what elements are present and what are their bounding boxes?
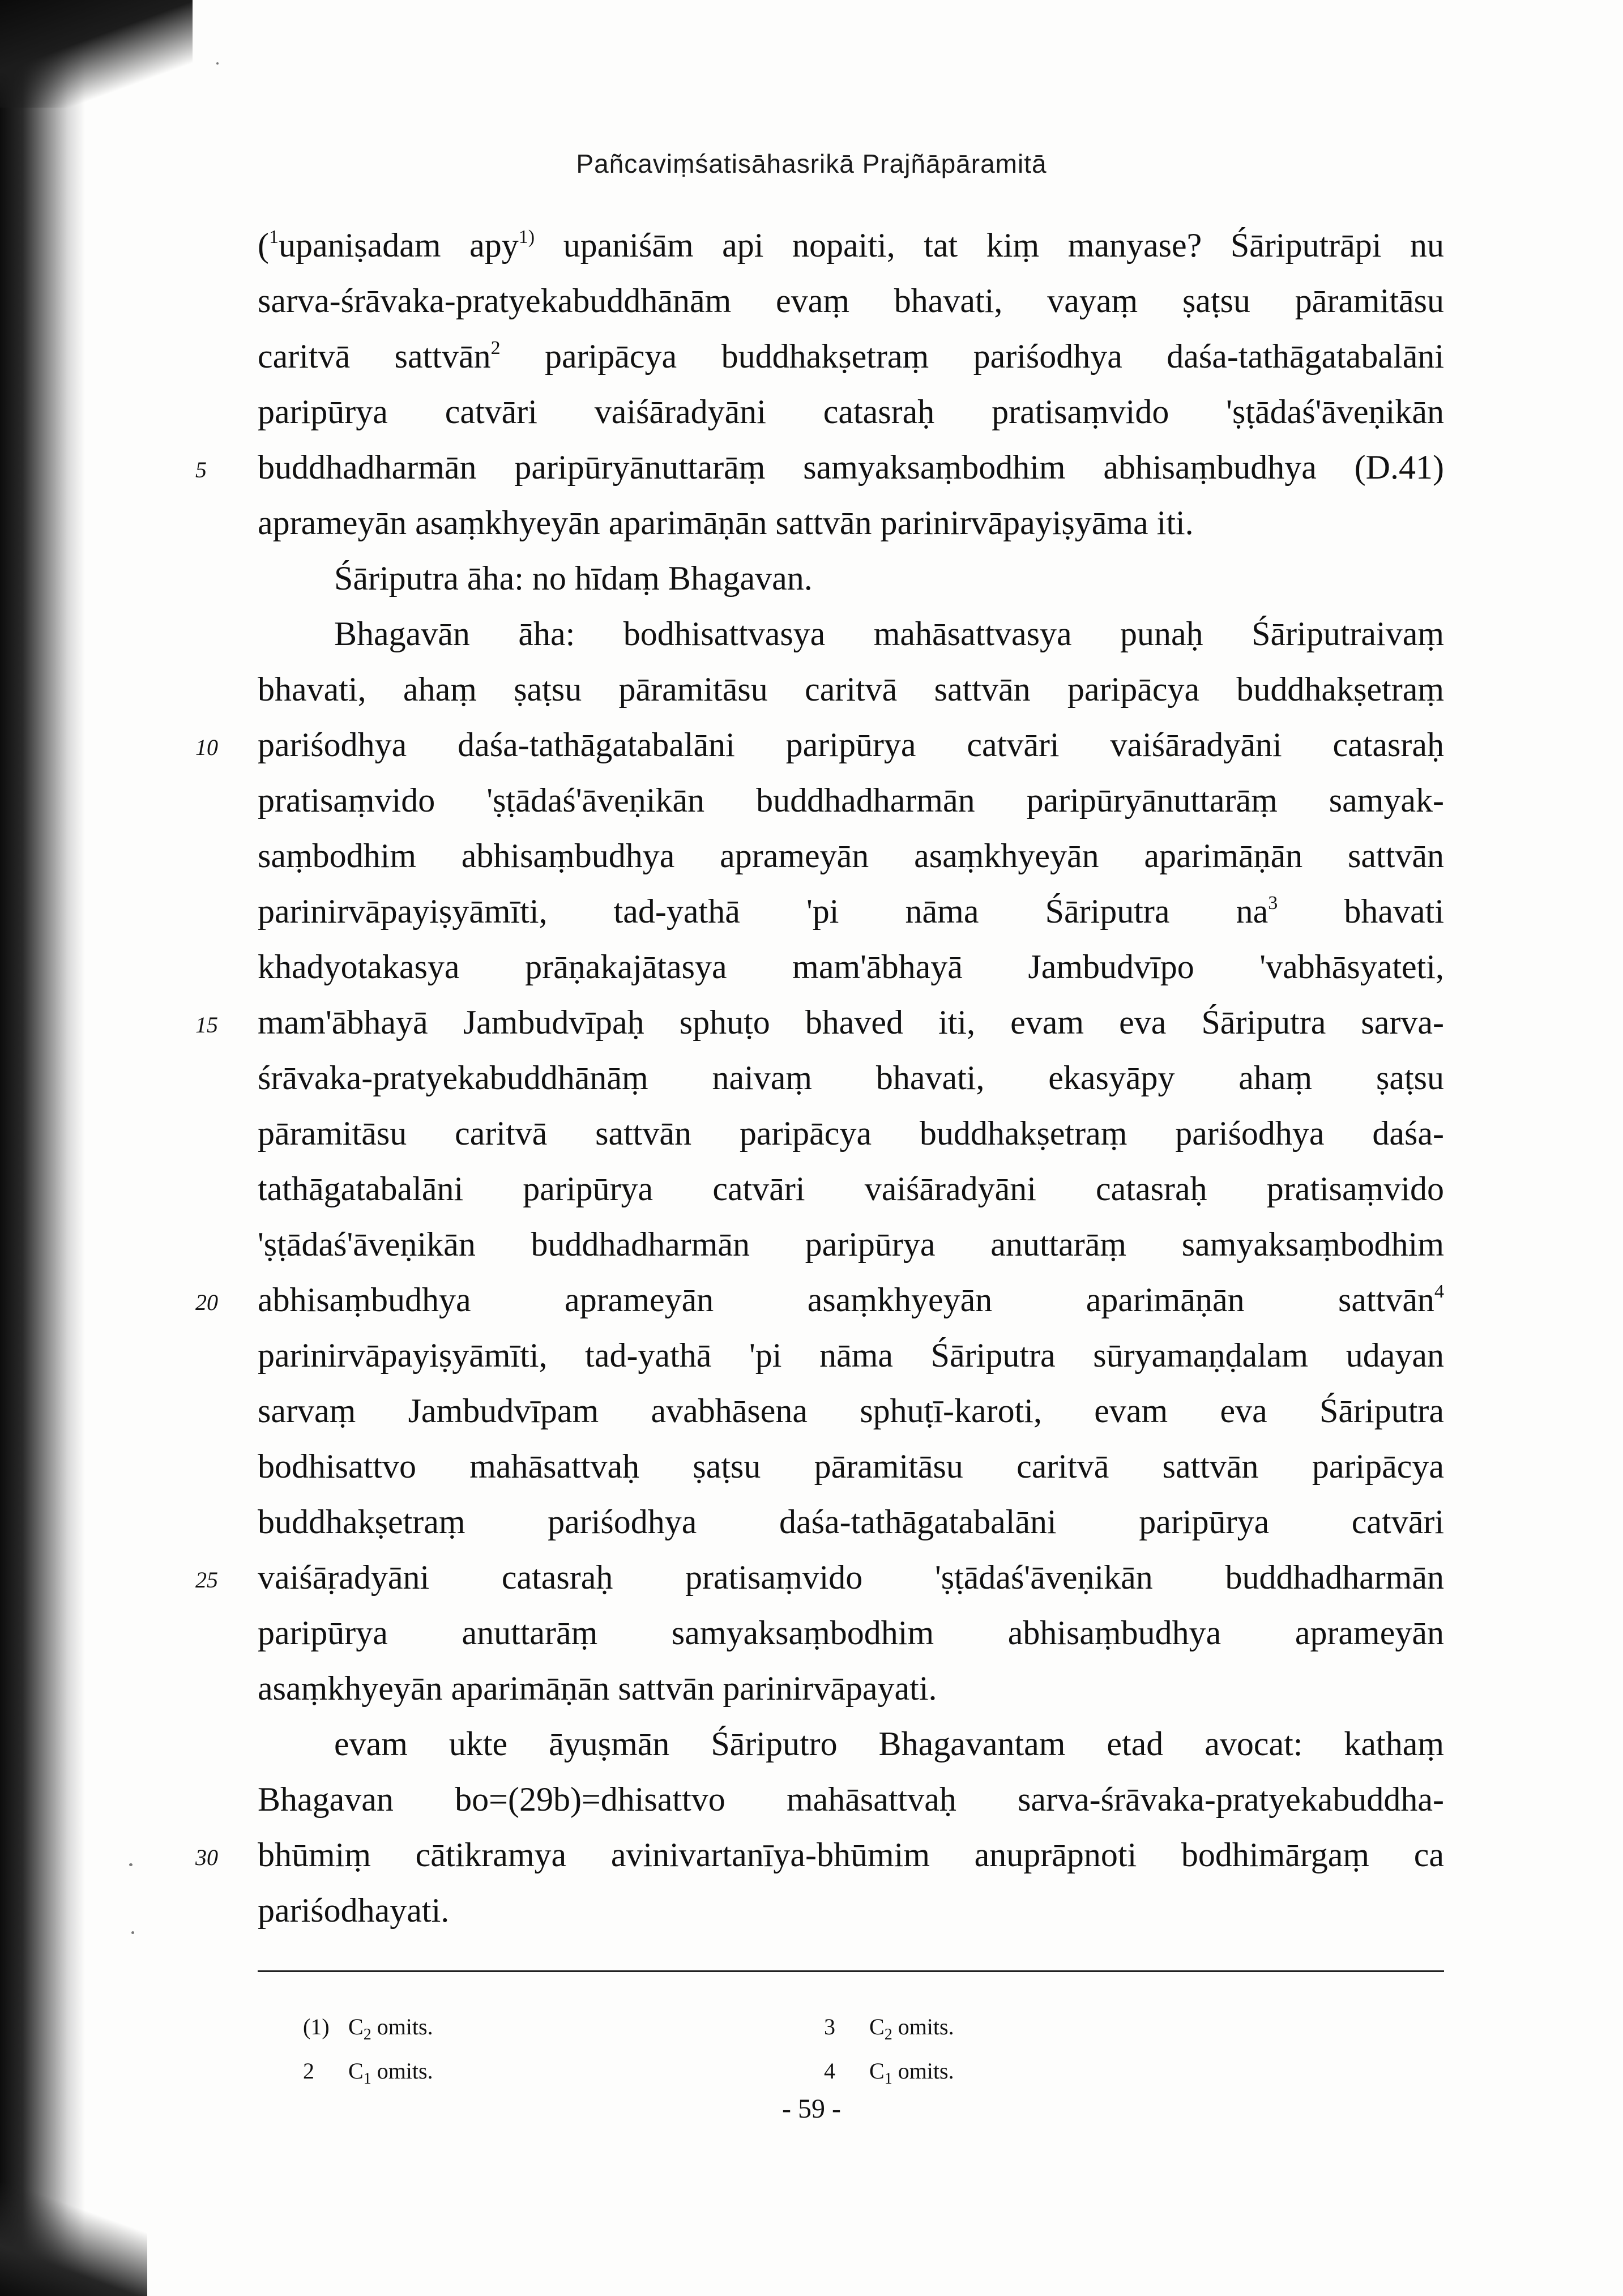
footnote-siglum: C xyxy=(348,2014,364,2039)
text-line xyxy=(258,939,1444,995)
text-run: śrāvaka-pratyekabuddhānāṃ naivaṃ bhavati, ekasyāpy ahaṃ ṣaṭsu xyxy=(258,1059,1444,1096)
text-line xyxy=(258,1383,1444,1439)
text-run: parinirvāpayiṣyāmīti, tad-yathā 'pi nāma Śāriputra na xyxy=(258,893,1268,930)
line-number: 30 xyxy=(195,1845,218,1870)
text-line xyxy=(258,1716,1444,1772)
main-text xyxy=(195,217,1444,1938)
line-number: 5 xyxy=(195,457,207,483)
text-run: pāramitāsu caritvā sattvān paripācya buddhakṣetraṃ pariśodhya daśa- xyxy=(258,1115,1444,1152)
text-run: pratisaṃvido 'ṣṭādaś'āveṇikān buddhadharmān paripūryānuttarāṃ samyak- xyxy=(258,782,1444,819)
text-run: pariśodhayati. xyxy=(258,1892,450,1929)
text-run: evam ukte āyuṣmān Śāriputro Bhagavantam etad avocat: kathaṃ xyxy=(334,1725,1444,1762)
text-run: bhavati xyxy=(1278,893,1444,930)
text-run: paripācya buddhakṣetraṃ pariśodhya daśa-tathāgatabalāni xyxy=(500,338,1444,375)
text-run: Bhagavan bo=(29b)=dhisattvo mahāsattvaḥ sarva-śrāvaka-pratyekabuddha- xyxy=(258,1781,1444,1818)
text-run: bhavati, ahaṃ ṣaṭsu pāramitāsu caritvā sattvān paripācya buddhakṣetraṃ xyxy=(258,671,1444,708)
running-head: Pañcaviṃśatisāhasrikā Prajñāpāramitā xyxy=(576,149,1047,178)
text-run: saṃbodhim abhisaṃbudhya aprameyān asaṃkhyeyān aparimāṇān sattvān xyxy=(258,837,1444,874)
footnote-text: omits. xyxy=(371,2014,433,2039)
text-run: upaniśām api nopaiti, tat kiṃ manyase? Śāriputrāpi nu xyxy=(535,227,1444,264)
scan-speck xyxy=(131,1931,134,1934)
footnote-marker: 3 xyxy=(1268,893,1278,914)
text-run: abhisaṃbudhya aprameyān asaṃkhyeyān aparimāṇān sattvān xyxy=(258,1281,1434,1318)
text-run: mam'ābhayā Jambudvīpaḥ sphuṭo bhaved iti, evam eva Śāriputra sarva- xyxy=(258,1004,1444,1041)
text-line xyxy=(258,1772,1444,1827)
footnote-marker: 1) xyxy=(518,227,535,247)
text-line xyxy=(258,662,1444,717)
text-line xyxy=(258,217,1444,273)
footnote-number: 3 xyxy=(824,2014,835,2039)
text-line xyxy=(258,328,1444,384)
text-line xyxy=(195,1272,1444,1328)
text-line xyxy=(195,1827,1444,1883)
text-line xyxy=(258,828,1444,884)
footnote-subscript: 1 xyxy=(363,2070,371,2088)
text-line xyxy=(258,1605,1444,1661)
text-line xyxy=(195,439,1444,495)
text-line xyxy=(258,1050,1444,1106)
footnote-siglum: C xyxy=(869,2014,885,2039)
text-line xyxy=(258,550,1444,606)
text-run: paripūrya anuttarāṃ samyaksaṃbodhim abhisaṃbudhya aprameyān xyxy=(258,1614,1444,1651)
text-run: bhūmiṃ cātikramya avinivartanīya-bhūmim anuprāpnoti bodhimārgaṃ ca xyxy=(258,1836,1444,1873)
text-line xyxy=(258,1883,1444,1938)
text-line xyxy=(195,995,1444,1050)
text-line xyxy=(258,606,1444,662)
text-run: pariśodhya daśa-tathāgatabalāni paripūrya catvāri vaiśāradyāni catasraḥ xyxy=(258,726,1444,763)
line-number: 15 xyxy=(195,1012,218,1038)
text-run: tathāgatabalāni paripūrya catvāri vaiśāradyāni catasraḥ pratisaṃvido xyxy=(258,1170,1444,1207)
text-run: khadyotakasya prāṇakajātasya mam'ābhayā Jambudvīpo 'vabhāsyateti, xyxy=(258,948,1444,985)
text-run: buddhadharmān paripūryānuttarāṃ samyaksaṃbodhim abhisaṃbudhya (D.41) xyxy=(258,449,1444,486)
text-line xyxy=(258,273,1444,328)
text-run: paripūrya catvāri vaiśāradyāni catasraḥ pratisaṃvido 'ṣṭādaś'āveṇikān xyxy=(258,393,1444,430)
footnote-siglum: C xyxy=(869,2058,885,2084)
footnote-subscript: 2 xyxy=(884,2026,892,2043)
footnote-marker: 2 xyxy=(490,338,501,359)
page-number: - 59 - xyxy=(782,2094,841,2124)
text-line xyxy=(258,1328,1444,1383)
footnote-siglum: C xyxy=(348,2058,364,2084)
footnote-number: 4 xyxy=(824,2058,835,2084)
text-line xyxy=(258,495,1444,550)
text-run: asaṃkhyeyān aparimāṇān sattvān parinirvāpayati. xyxy=(258,1670,937,1707)
text-line xyxy=(258,384,1444,439)
text-line xyxy=(258,1161,1444,1217)
text-run: 'ṣṭādaś'āveṇikān buddhadharmān paripūrya anuttarāṃ samyaksaṃbodhim xyxy=(258,1226,1444,1263)
footnote-number: (1) xyxy=(303,2014,330,2039)
footnote-rule xyxy=(258,1970,1444,1972)
footnote-text: omits. xyxy=(371,2058,433,2084)
text-run: aprameyān asaṃkhyeyān aparimāṇān sattvān parinirvāpayiṣyāma iti. xyxy=(258,504,1194,541)
footnote-subscript: 1 xyxy=(884,2070,892,2088)
text-line xyxy=(258,1106,1444,1161)
text-run: caritvā sattvān xyxy=(258,338,491,375)
text-run: bodhisattvo mahāsattvaḥ ṣaṭsu pāramitāsu caritvā sattvān paripācya xyxy=(258,1448,1444,1485)
text-run: ( xyxy=(258,227,269,264)
footnote-text: omits. xyxy=(892,2058,954,2084)
text-run: parinirvāpayiṣyāmīti, tad-yathā 'pi nāma Śāriputra sūryamaṇḍalam udayan xyxy=(258,1337,1444,1374)
text-line xyxy=(258,1494,1444,1550)
text-line xyxy=(258,1217,1444,1272)
footnote-number: 2 xyxy=(303,2058,314,2084)
line-number: 25 xyxy=(195,1567,218,1593)
line-number: 10 xyxy=(195,735,218,760)
text-run: buddhakṣetraṃ pariśodhya daśa-tathāgatabalāni paripūrya catvāri xyxy=(258,1503,1444,1540)
text-line xyxy=(258,1661,1444,1716)
scan-speck xyxy=(129,1863,133,1866)
text-run: sarvaṃ Jambudvīpam avabhāsena sphuṭī-karoti, evam eva Śāriputra xyxy=(258,1392,1444,1429)
binding-shadow xyxy=(0,0,85,2296)
text-run: vaiśāṛadyāni catasraḥ pratisaṃvido 'ṣṭādaś'āveṇikān buddhadharmān xyxy=(258,1559,1444,1596)
line-number: 20 xyxy=(195,1290,218,1315)
footnote-subscript: 2 xyxy=(363,2026,371,2043)
text-run: Śāriputra āha: no hīdaṃ Bhagavan. xyxy=(334,560,813,597)
text-run: Bhagavān āha: bodhisattvasya mahāsattvasya punaḥ Śāriputraivaṃ xyxy=(334,615,1444,652)
text-run: upaniṣadam apy xyxy=(278,227,519,264)
text-run: sarva-śrāvaka-pratyekabuddhānām evaṃ bhavati, vayaṃ ṣaṭsu pāramitāsu xyxy=(258,282,1444,319)
text-line xyxy=(258,1439,1444,1494)
text-line xyxy=(195,717,1444,773)
footnote-text: omits. xyxy=(892,2014,954,2039)
scan-speck xyxy=(216,62,219,65)
text-line xyxy=(195,1550,1444,1605)
footnote-marker: 4 xyxy=(1434,1281,1444,1302)
binding-shadow-top xyxy=(0,0,193,108)
binding-shadow-bottom xyxy=(0,2183,147,2296)
footnote-marker: 1 xyxy=(268,227,279,247)
text-line xyxy=(258,884,1444,939)
text-line xyxy=(258,773,1444,828)
